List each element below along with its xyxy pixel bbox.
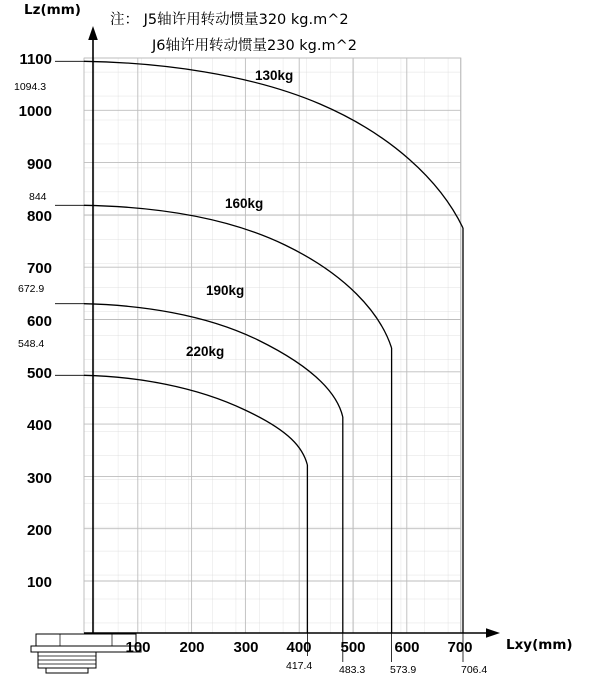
y-tick-1100: 1100 [19,51,52,68]
x-minor-574: 573.9 [390,664,417,676]
y-tick-200: 200 [26,522,52,539]
x-minor-483: 483.3 [339,664,366,676]
x-tick-100: 100 [125,639,151,656]
y-tick-400: 400 [26,417,52,434]
y-minor-673: 672.9 [18,283,45,295]
x-tick-700: 700 [447,639,473,656]
curve-label-190kg: 190kg [206,283,245,298]
note-line-1: 注： J5轴许用转动惯量320 kg.m^2 [110,12,349,28]
x-tick-300: 300 [233,639,259,656]
y-tick-100: 100 [26,574,52,591]
y-axis-label: Lz(mm) [24,2,81,18]
y-tick-1000: 1000 [18,103,52,120]
grid [84,58,461,633]
y-minor-548: 548.4 [18,338,45,350]
x-minor-706: 706.4 [461,664,488,676]
x-tick-600: 600 [394,639,420,656]
note-line-2: J6轴许用转动惯量230 kg.m^2 [152,38,357,54]
y-tick-800: 800 [26,208,52,225]
y-tick-700: 700 [26,260,52,277]
x-tick-200: 200 [179,639,205,656]
y-minor-844: 844 [29,191,47,203]
x-tick-400: 400 [286,639,312,656]
y-tick-900: 900 [26,156,52,173]
y-tick-600: 600 [26,313,52,330]
x-tick-500: 500 [340,639,366,656]
curve-label-220kg: 220kg [186,344,225,359]
y-tick-500: 500 [26,365,52,382]
y-tick-300: 300 [26,470,52,487]
curve-label-160kg: 160kg [225,196,264,211]
x-minor-417: 417.4 [286,660,313,672]
x-axis-label: Lxy(mm) [506,637,573,653]
minor-tick-lines [55,61,84,375]
curve-label-130kg: 130kg [255,68,294,83]
y-minor-1094: 1094.3 [14,81,47,93]
